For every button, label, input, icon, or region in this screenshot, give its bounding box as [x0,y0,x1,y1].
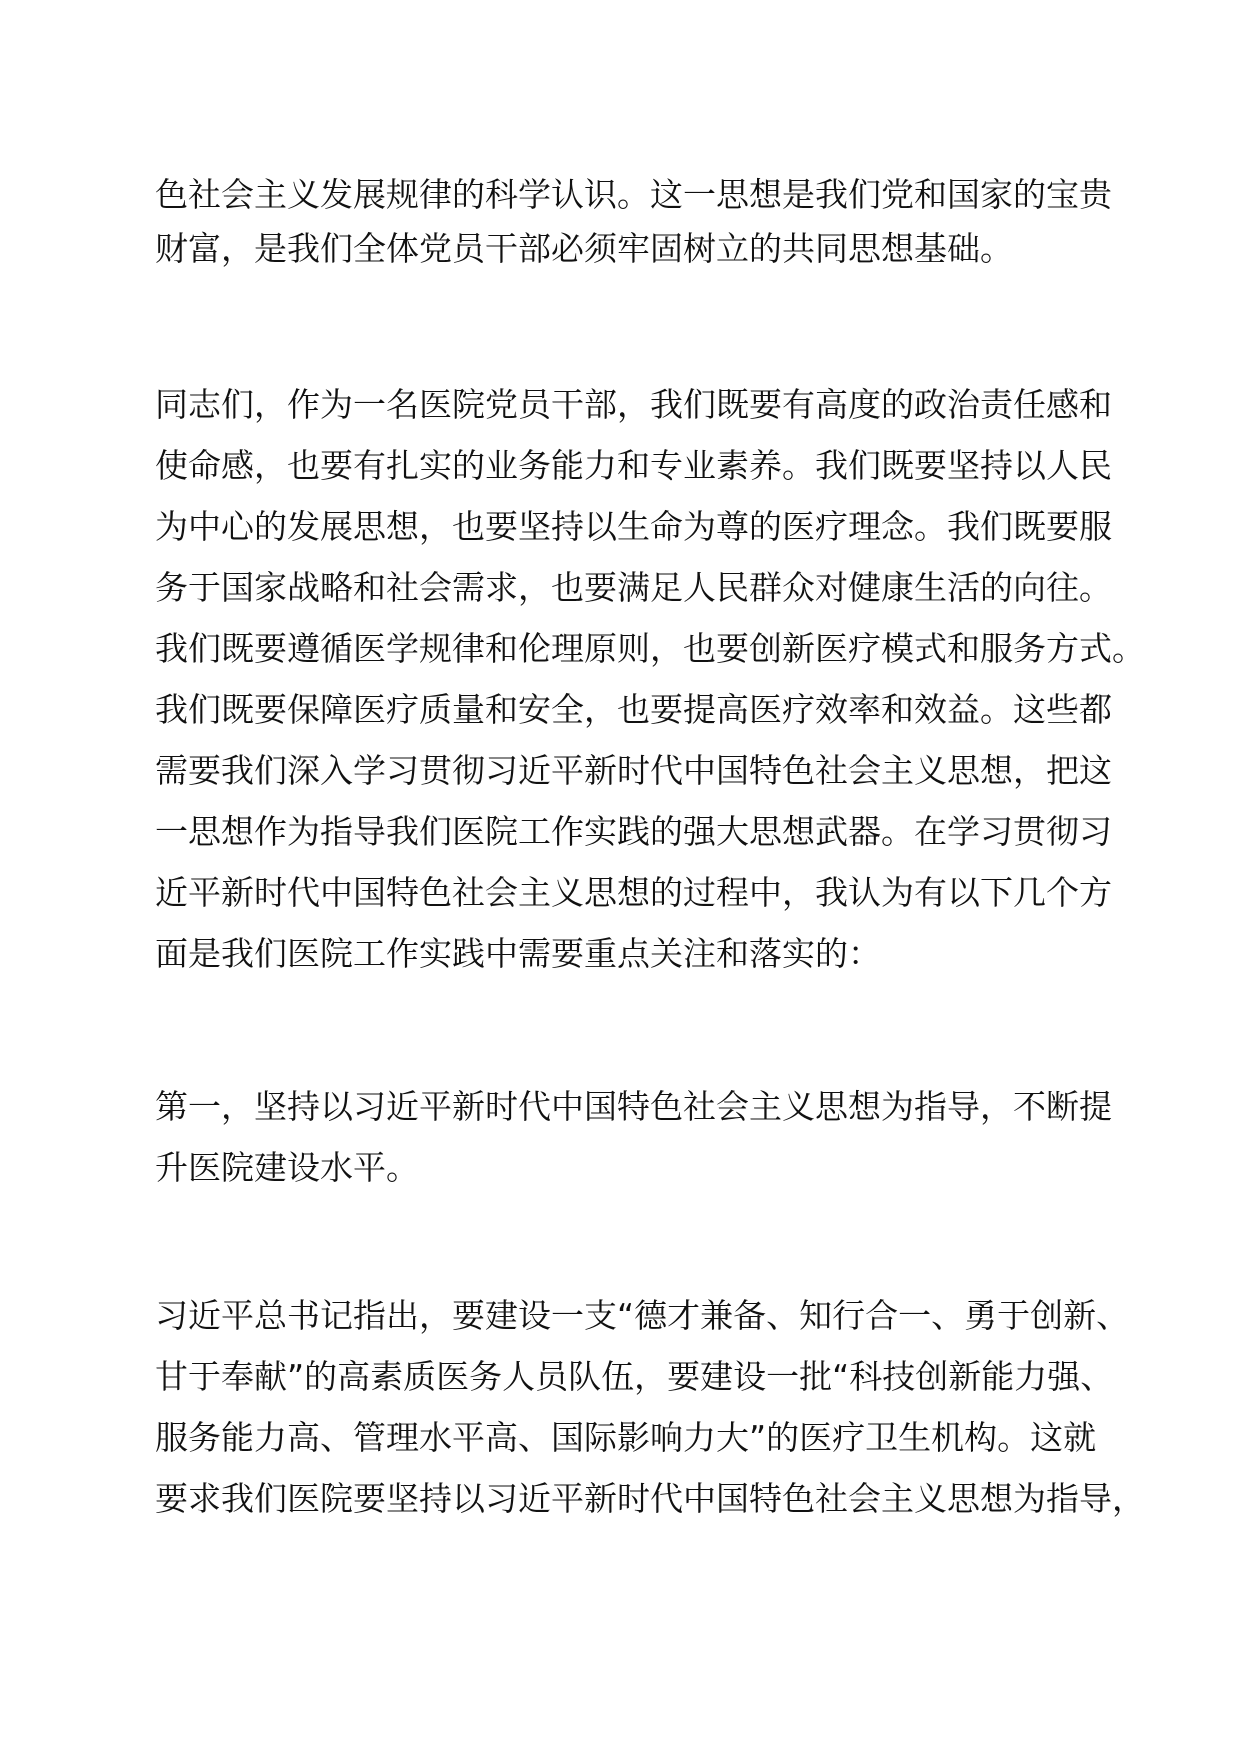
paragraph-3-line-1: 第一，坚持以习近平新时代中国特色社会主义思想为指导，不断提 [155,1087,1112,1126]
paragraph-1-line-1: 色社会主义发展规律的科学认识。这一思想是我们党和国家的宝贵 [155,175,1112,214]
paragraph-2-line-9: 近平新时代中国特色社会主义思想的过程中，我认为有以下几个方 [155,873,1112,912]
paragraph-2-line-7: 需要我们深入学习贯彻习近平新时代中国特色社会主义思想，把这 [155,751,1112,790]
paragraph-3-line-2: 升医院建设水平。 [155,1148,419,1187]
paragraph-2-line-5: 我们既要遵循医学规律和伦理原则，也要创新医疗模式和服务方式。 [155,629,1145,668]
paragraph-4-line-2: 甘于奉献”的高素质医务人员队伍，要建设一批“科技创新能力强、 [155,1357,1114,1396]
paragraph-4-line-4: 要求我们医院要坚持以习近平新时代中国特色社会主义思想为指导， [155,1479,1145,1518]
paragraph-2-line-1: 同志们，作为一名医院党员干部，我们既要有高度的政治责任感和 [155,385,1112,424]
paragraph-1-line-2: 财富，是我们全体党员干部必须牢固树立的共同思想基础。 [155,229,1013,268]
paragraph-2-line-3: 为中心的发展思想，也要坚持以生命为尊的医疗理念。我们既要服 [155,507,1112,546]
paragraph-2-line-8: 一思想作为指导我们医院工作实践的强大思想武器。在学习贯彻习 [155,812,1112,851]
paragraph-4-line-3: 服务能力高、管理水平高、国际影响力大”的医疗卫生机构。这就 [155,1418,1097,1457]
paragraph-2-line-6: 我们既要保障医疗质量和安全，也要提高医疗效率和效益。这些都 [155,690,1112,729]
paragraph-2-line-2: 使命感，也要有扎实的业务能力和专业素养。我们既要坚持以人民 [155,446,1112,485]
paragraph-2-line-4: 务于国家战略和社会需求，也要满足人民群众对健康生活的向往。 [155,568,1112,607]
paragraph-2-line-10: 面是我们医院工作实践中需要重点关注和落实的： [155,934,881,973]
paragraph-4-line-1: 习近平总书记指出，要建设一支“德才兼备、知行合一、勇于创新、 [155,1296,1130,1335]
